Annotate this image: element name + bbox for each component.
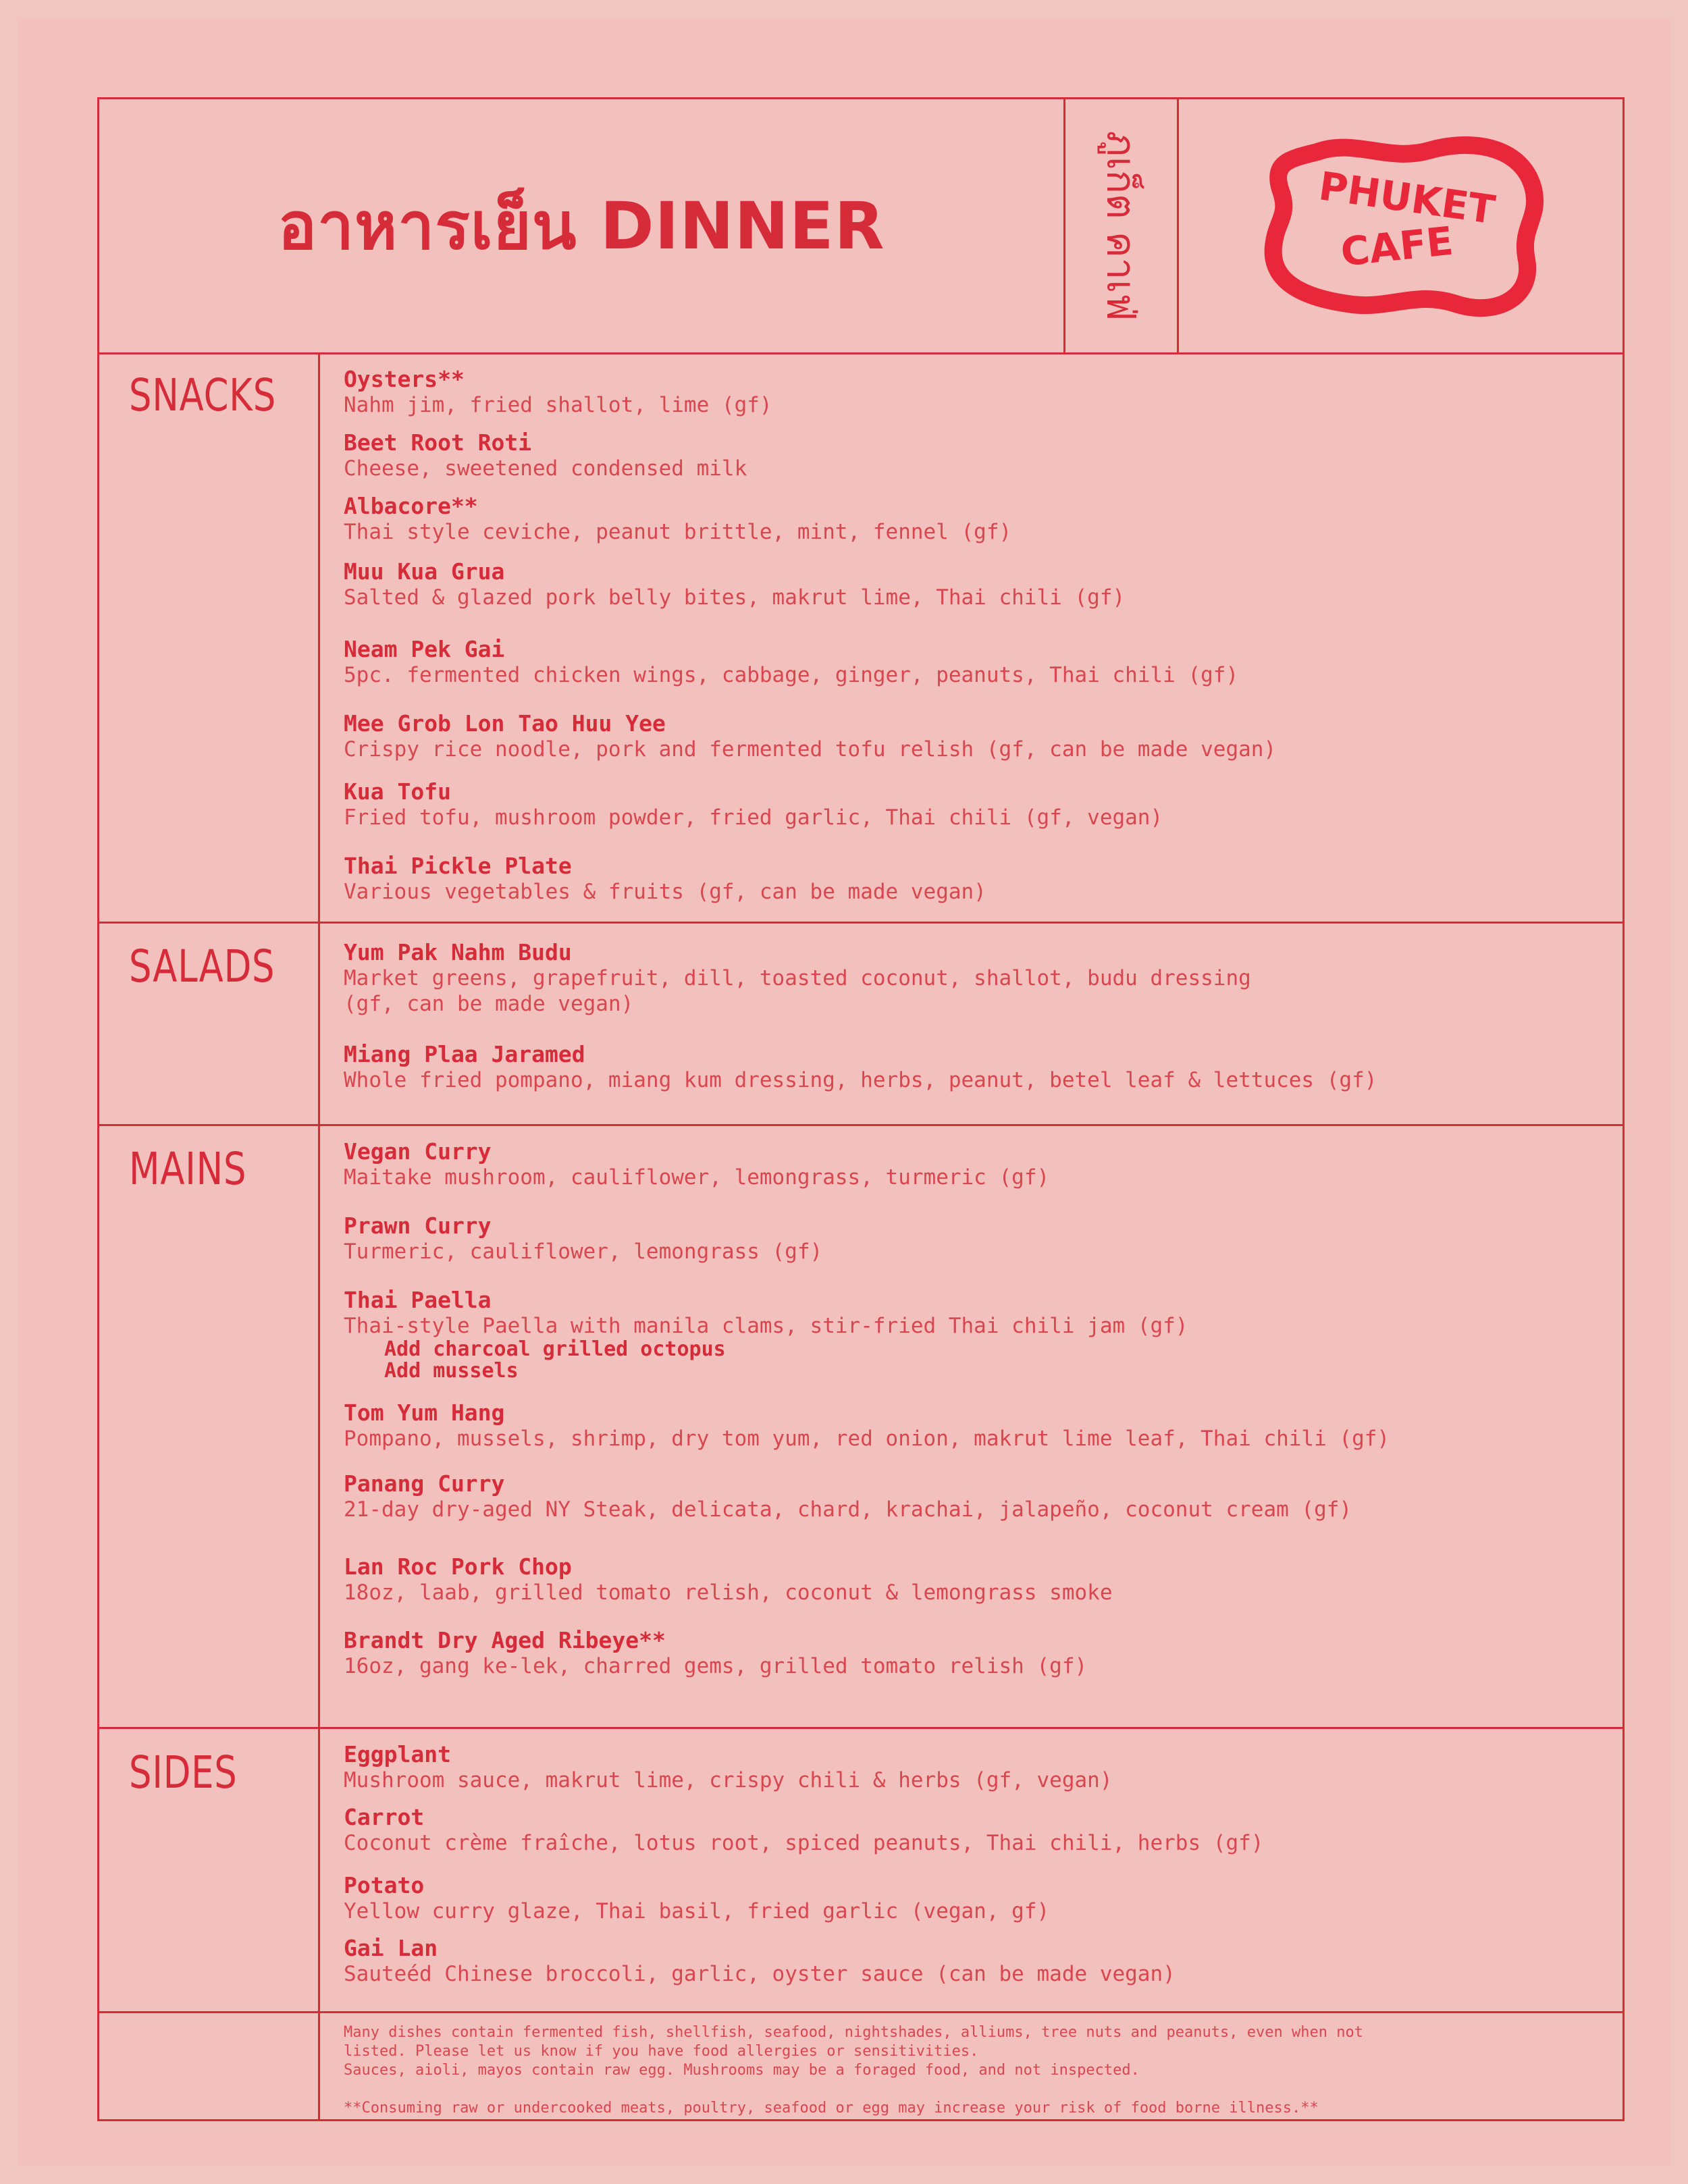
item-name: Kua Tofu <box>344 778 451 805</box>
divider <box>99 1727 1623 1729</box>
menu-item <box>344 1213 822 1264</box>
menu-item <box>344 637 1238 688</box>
divider <box>99 2011 1623 2013</box>
item-name: Panang Curry <box>344 1470 505 1497</box>
footer-line: Sauces, aioli, mayos contain raw egg. Mushrooms may be a foraged food, and not inspected. <box>344 2062 1140 2079</box>
item-name: Neam Pek Gai <box>344 636 505 662</box>
item-addon: Add mussels <box>384 1359 519 1383</box>
item-description: 21-day dry-aged NY Steak, delicata, chard, krachai, jalapeño, coconut cream (gf) <box>344 1497 1352 1522</box>
item-description: Yellow curry glaze, Thai basil, fried garlic (vegan, gf) <box>344 1899 1050 1923</box>
item-name: Prawn Curry <box>344 1213 492 1239</box>
page-title: อาหารเย็น DINNER <box>278 188 885 264</box>
menu-item <box>344 1287 1188 1382</box>
menu-item <box>344 430 747 481</box>
menu-item <box>344 1471 1352 1522</box>
item-name: Gai Lan <box>344 1935 438 1961</box>
divider <box>99 1124 1623 1126</box>
item-name: Eggplant <box>344 1741 451 1767</box>
menu-item <box>344 367 772 418</box>
item-name: Vegan Curry <box>344 1138 492 1165</box>
item-description: Fried tofu, mushroom powder, fried garlic, Thai chili (gf, vegan) <box>344 805 1163 830</box>
footer-spacer <box>344 2080 1613 2099</box>
menu-item <box>344 1805 1263 1856</box>
item-description: Thai-style Paella with manila clams, stir-fried Thai chili jam (gf) <box>344 1314 1188 1338</box>
item-name: Tom Yum Hang <box>344 1400 505 1426</box>
item-name: Miang Plaa Jaramed <box>344 1041 585 1067</box>
menu-page <box>18 18 1670 2166</box>
divider <box>99 922 1623 924</box>
section-label-snacks: SNACKS <box>129 369 277 421</box>
item-name: Beet Root Roti <box>344 429 532 456</box>
item-description: Sauteéd Chinese broccoli, garlic, oyster sauce (can be made vegan) <box>344 1962 1176 1986</box>
footer-line: **Consuming raw or undercooked meats, poultry, seafood or egg may increase your risk of food borne illness.** <box>344 2100 1319 2116</box>
logo-line1: PHUKET <box>1316 162 1498 233</box>
menu-item <box>344 1873 1049 1924</box>
item-description: Pompano, mussels, shrimp, dry tom yum, red onion, makrut lime leaf, Thai chili (gf) <box>344 1427 1390 1451</box>
item-description: 18oz, laab, grilled tomato relish, coconut & lemongrass smoke <box>344 1580 1113 1605</box>
menu-item <box>344 1742 1112 1793</box>
item-description: Thai style ceviche, peanut brittle, mint, fennel (gf) <box>344 520 1012 544</box>
item-name: Albacore** <box>344 493 478 519</box>
menu-item <box>344 1628 1087 1679</box>
menu-item <box>344 559 1125 610</box>
item-name: Yum Pak Nahm Budu <box>344 939 572 965</box>
item-description: Market greens, grapefruit, dill, toasted coconut, shallot, budu dressing <box>344 966 1251 990</box>
item-name: Thai Paella <box>344 1287 492 1313</box>
item-description: Maitake mushroom, cauliflower, lemongrass, turmeric (gf) <box>344 1165 1050 1190</box>
menu-item <box>344 853 986 905</box>
item-description: Cheese, sweetened condensed milk <box>344 456 747 481</box>
item-name: Carrot <box>344 1804 425 1830</box>
item-description: Coconut crème fraîche, lotus root, spiced peanuts, Thai chili, herbs (gf) <box>344 1831 1264 1855</box>
menu-item <box>344 940 1251 1017</box>
menu-item <box>344 711 1276 762</box>
item-description: Various vegetables & fruits (gf, can be made vegan) <box>344 880 986 904</box>
item-description: 5pc. fermented chicken wings, cabbage, ginger, peanuts, Thai chili (gf) <box>344 663 1239 687</box>
item-name: Thai Pickle Plate <box>344 853 572 879</box>
logo <box>1179 99 1625 352</box>
item-description: Turmeric, cauliflower, lemongrass (gf) <box>344 1240 823 1264</box>
item-description: (gf, can be made vegan) <box>344 992 634 1016</box>
item-description: 16oz, gang ke-lek, charred gems, grilled tomato relish (gf) <box>344 1654 1088 1678</box>
item-name: Muu Kua Grua <box>344 558 505 585</box>
menu-frame <box>97 97 1625 2121</box>
divider <box>99 352 1623 354</box>
item-description: Crispy rice noodle, pork and fermented tofu relish (gf, can be made vegan) <box>344 737 1277 762</box>
logo-line2: CAFE <box>1338 217 1456 275</box>
item-description: Nahm jim, fried shallot, lime (gf) <box>344 393 772 417</box>
logo-badge-icon <box>1253 125 1550 327</box>
section-label-mains: MAINS <box>129 1143 247 1195</box>
divider <box>318 352 320 2121</box>
item-addon: Add charcoal grilled octopus <box>384 1337 726 1361</box>
item-name: Potato <box>344 1872 425 1898</box>
menu-item <box>344 779 1163 830</box>
item-name: Brandt Dry Aged Ribeye** <box>344 1627 666 1653</box>
item-description: Salted & glazed pork belly bites, makrut lime, Thai chili (gf) <box>344 585 1126 610</box>
footer-line: listed. Please let us know if you have food allergies or sensitivities. <box>344 2043 979 2060</box>
allergy-notice <box>344 2023 1613 2118</box>
menu-item <box>344 1042 1377 1093</box>
menu-item <box>344 1936 1176 1987</box>
item-name: Mee Grob Lon Tao Huu Yee <box>344 710 666 737</box>
item-description: Mushroom sauce, makrut lime, crispy chili & herbs (gf, vegan) <box>344 1768 1113 1792</box>
menu-item <box>344 1139 1049 1190</box>
item-description: Whole fried pompano, miang kum dressing, herbs, peanut, betel leaf & lettuces (gf) <box>344 1068 1377 1092</box>
footer-line: Many dishes contain fermented fish, shellfish, seafood, nightshades, alliums, tree nuts and peanuts, even when not <box>344 2024 1363 2041</box>
vertical-thai-text: ภูเก็ต คาเฟ่ <box>1098 130 1144 321</box>
menu-item <box>344 494 1011 545</box>
menu-item <box>344 1554 1112 1605</box>
item-name: Lan Roc Pork Chop <box>344 1553 572 1580</box>
section-label-sides: SIDES <box>129 1747 238 1799</box>
item-name: Oysters** <box>344 366 465 392</box>
section-label-salads: SALADS <box>129 940 275 992</box>
menu-item <box>344 1400 1390 1451</box>
vertical-thai-title <box>1065 99 1177 352</box>
